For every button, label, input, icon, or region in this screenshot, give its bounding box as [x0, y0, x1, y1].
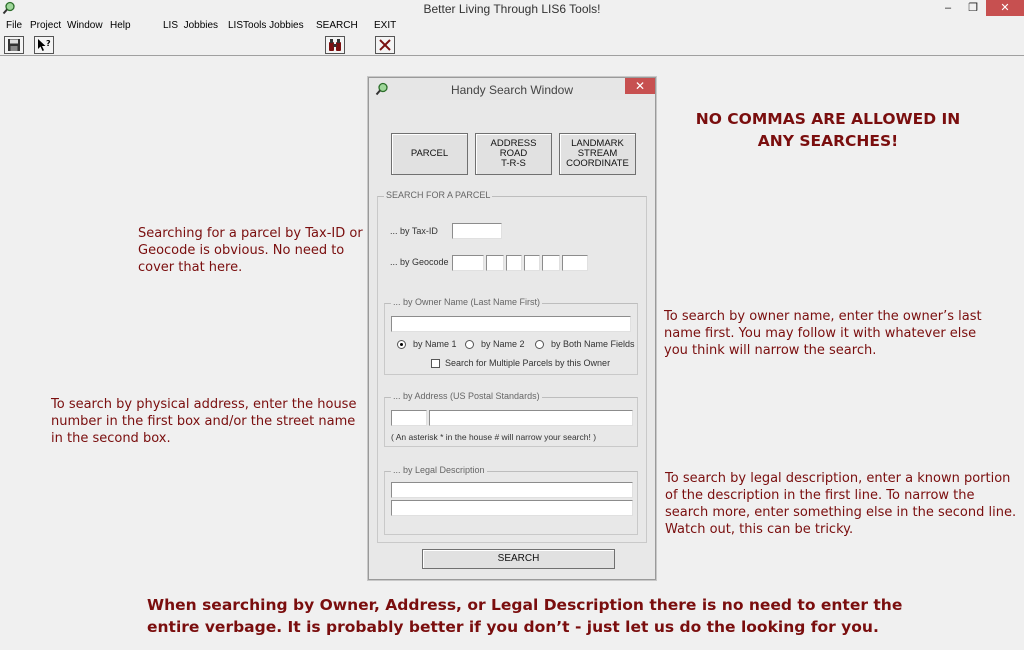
handy-search-dialog — [368, 77, 656, 580]
dialog-title: Handy Search Window — [450, 83, 574, 97]
taxid-label: ... by Tax-ID — [390, 226, 438, 236]
minimize-button[interactable]: – — [944, 2, 952, 14]
owner-name-input[interactable] — [391, 316, 631, 332]
radio-by-both-names-label: by Both Name Fields — [551, 339, 635, 349]
search-binoculars-button[interactable] — [325, 36, 345, 54]
multiple-parcels-checkbox[interactable] — [431, 359, 440, 368]
menu-file[interactable]: File — [6, 20, 23, 31]
exit-icon — [378, 38, 392, 52]
legal-line-2-input[interactable] — [391, 500, 633, 516]
owner-name-group — [384, 297, 638, 375]
address-hint: ( An asterisk * in the house # will narrow your search! ) — [391, 432, 597, 442]
exit-button[interactable] — [375, 36, 395, 54]
address-note: To search by physical address, enter the house number in the first box and/or the street name in the second box. — [51, 397, 357, 446]
radio-by-name-2[interactable] — [465, 340, 474, 349]
menu-search[interactable]: SEARCH — [316, 20, 358, 31]
search-for-parcel-group — [377, 190, 647, 543]
dialog-close-button[interactable]: ✕ — [625, 78, 655, 94]
radio-by-name-1-label: by Name 1 — [413, 339, 457, 349]
geocode-input-6[interactable] — [562, 255, 588, 271]
restore-button[interactable]: ❐ — [968, 2, 978, 14]
legal-group-label: ... by Legal Description — [393, 465, 485, 475]
geocode-input-5[interactable] — [542, 255, 560, 271]
close-button[interactable]: ✕ — [986, 0, 1024, 16]
parcel-button[interactable]: PARCEL — [391, 133, 468, 175]
address-road-trs-button[interactable]: ADDRESS ROAD T-R-S — [475, 133, 552, 175]
search-button[interactable]: SEARCH — [422, 549, 615, 569]
title-bar — [0, 0, 1024, 18]
house-number-input[interactable] — [391, 410, 427, 426]
window-title: Better Living Through LIS6 Tools! — [423, 2, 601, 16]
radio-by-name-2-label: by Name 2 — [481, 339, 525, 349]
no-commas-warning: NO COMMAS ARE ALLOWED IN ANY SEARCHES! — [695, 110, 961, 150]
menu-lis-jobbies[interactable]: LIS Jobbies — [163, 20, 219, 31]
legal-line-1-input[interactable] — [391, 482, 633, 498]
multiple-parcels-label: Search for Multiple Parcels by this Owner — [445, 358, 611, 368]
street-input[interactable] — [429, 410, 633, 426]
geocode-input-1[interactable] — [452, 255, 484, 271]
save-icon — [7, 38, 21, 52]
menu-help[interactable]: Help — [110, 20, 131, 31]
landmark-stream-coordinate-button[interactable]: LANDMARK STREAM COORDINATE — [559, 133, 636, 175]
svg-text:?: ? — [46, 39, 51, 48]
bottom-note: When searching by Owner, Address, or Legal Description there is no need to enter the entire verbage. It is probably better if you don’t - just let us do the looking for you. — [147, 596, 903, 636]
radio-by-both-names[interactable] — [535, 340, 544, 349]
parcel-group-label: SEARCH FOR A PARCEL — [386, 190, 491, 200]
toolbar — [0, 34, 1024, 56]
dialog-title-bar — [369, 78, 655, 100]
save-button[interactable] — [4, 36, 24, 54]
help-pointer-button[interactable] — [34, 36, 54, 54]
address-group-label: ... by Address (US Postal Standards) — [393, 391, 540, 401]
owner-group-label: ... by Owner Name (Last Name First) — [393, 297, 541, 307]
menu-project[interactable]: Project — [30, 20, 62, 31]
menu-bar — [0, 19, 1024, 34]
taxid-input[interactable] — [452, 223, 502, 239]
geocode-input-3[interactable] — [506, 255, 522, 271]
owner-note: To search by owner name, enter the owner’s last name first. You may follow it with whatever else you think will narrow the search. — [664, 309, 982, 358]
geocode-input-4[interactable] — [524, 255, 540, 271]
menu-window[interactable]: Window — [67, 20, 103, 31]
legal-note: To search by legal description, enter a known portion of the description in the first line. To narrow the search more, enter something else in the second line. Watch out, this can be tricky. — [665, 471, 1017, 537]
menu-listools-jobbies[interactable]: LISTools Jobbies — [228, 20, 304, 31]
address-group — [384, 391, 638, 447]
geocode-input-2[interactable] — [486, 255, 504, 271]
menu-exit[interactable]: EXIT — [374, 20, 397, 31]
legal-description-group — [384, 465, 638, 535]
geocode-label: ... by Geocode — [390, 257, 449, 267]
taxid-note: Searching for a parcel by Tax-ID or Geocode is obvious. No need to cover that here. — [138, 226, 363, 275]
binoculars-icon — [328, 38, 342, 52]
help-pointer-icon — [37, 38, 51, 52]
radio-by-name-1[interactable] — [397, 340, 406, 349]
